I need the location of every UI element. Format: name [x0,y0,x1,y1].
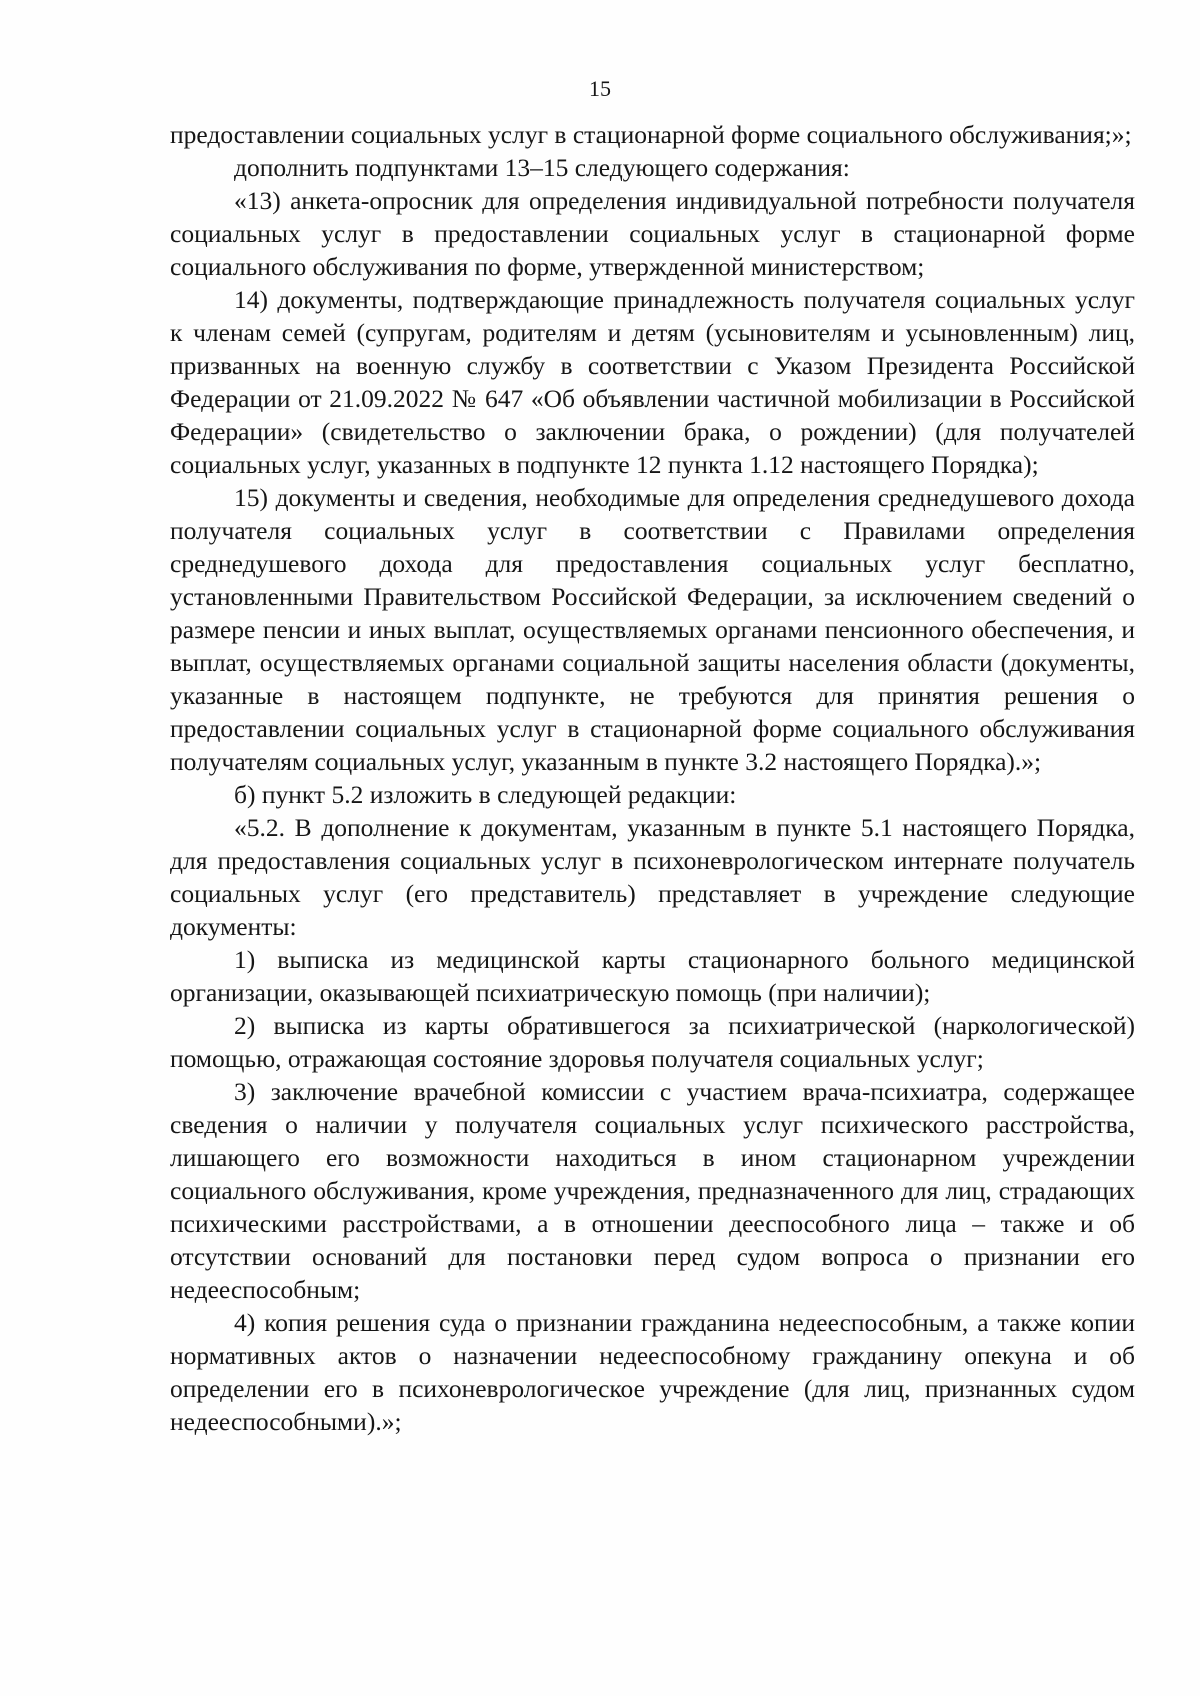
paragraph-item-1: 1) выписка из медицинской карты стационарного больного медицинской организации, оказывающей психиатрическую помощь (при наличии); [170,945,1135,1007]
page-number: 15 [589,76,611,101]
paragraph-point-5-2: «5.2. В дополнение к документам, указанным в пункте 5.1 настоящего Порядка, для предоставления социальных услуг в психоневрологическом интернате получатель социальных услуг (его представитель) представляет в учреждение следующие документы: [170,813,1135,941]
paragraph-subitem-14: 14) документы, подтверждающие принадлежность получателя социальных услуг к членам семей (супругам, родителям и детям (усыновителям и усыновленным) лиц, призванных на военную службу в соответствии с Указом Президента Российской Федерации от 21.09.2022 № 647 «Об объявлении частичной мобилизации в Российской Федерации» (свидетельство о заключении брака, о рождении) (для получателей социальных услуг, указанных в подпункте 12 пункта 1.12 настоящего Порядка); [170,285,1135,479]
document-body [170,118,1135,1438]
paragraph-subitem-15: 15) документы и сведения, необходимые для определения среднедушевого дохода получателя социальных услуг в соответствии с Правилами определения среднедушевого дохода для предоставления социальных услуг бесплатно, установленными Правительством Российской Федерации, за исключением сведений о размере пенсии и иных выплат, осуществляемых органами пенсионного обеспечения, и выплат, осуществляемых органами социальной защиты населения области (документы, указанные в настоящем подпункте, не требуются для принятия решения о предоставлении социальных услуг в стационарной форме социального обслуживания получателям социальных услуг, указанным в пункте 3.2 настоящего Порядка).»; [170,483,1135,776]
paragraph-subitem-13: «13) анкета-опросник для определения индивидуальной потребности получателя социальных услуг в предоставлении социальных услуг в стационарной форме социального обслуживания по форме, утвержденной министерством; [170,186,1135,281]
paragraph-continuation: предоставлении социальных услуг в стационарной форме социального обслуживания;»; [170,120,1132,149]
paragraph-amendment-intro: дополнить подпунктами 13–15 следующего содержания: [234,153,850,182]
paragraph-clause-b: б) пункт 5.2 изложить в следующей редакции: [234,780,737,809]
paragraph-item-3: 3) заключение врачебной комиссии с участием врача-психиатра, содержащее сведения о наличии у получателя социальных услуг психического расстройства, лишающего его возможности находиться в ином стационарном учреждении социального обслуживания, кроме учреждения, предназначенного для лиц, страдающих психическими расстройствами, а в отношении дееспособного лица – также и об отсутствии оснований для постановки перед судом вопроса о признании его недееспособным; [170,1077,1135,1304]
paragraph-item-4: 4) копия решения суда о признании гражданина недееспособным, а также копии нормативных актов о назначении недееспособному гражданину опекуна и об определении его в психоневрологическое учреждение (для лиц, признанных судом недееспособными).»; [170,1308,1135,1436]
paragraph-item-2: 2) выписка из карты обратившегося за психиатрической (наркологической) помощью, отражающая состояние здоровья получателя социальных услуг; [170,1011,1135,1073]
